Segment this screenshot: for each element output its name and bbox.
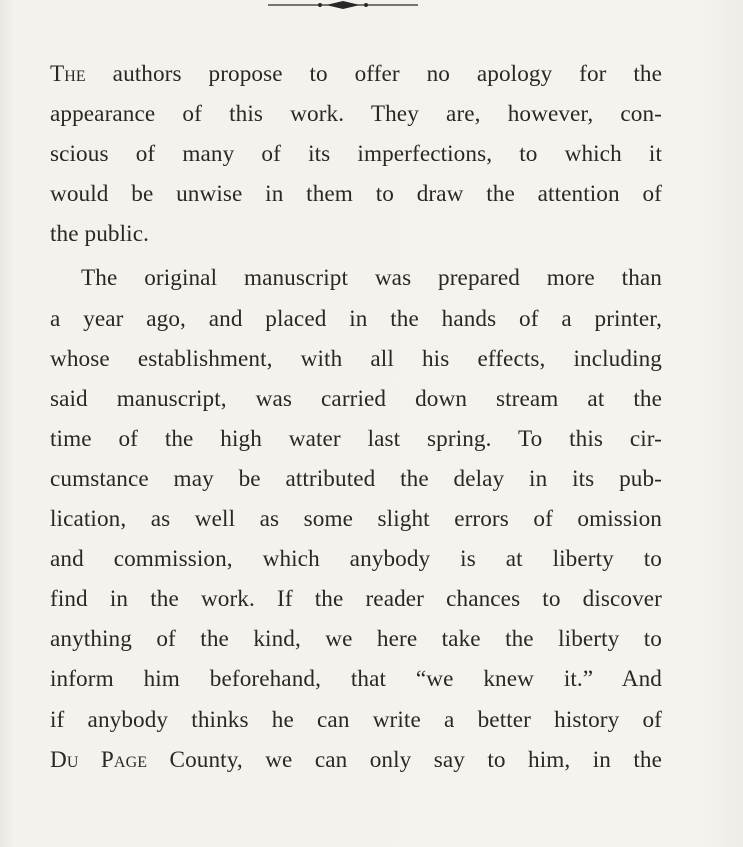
text-line: cumstance may be attributed the delay in its pub- (50, 465, 662, 492)
text-line: a year ago, and placed in the hands of a printer, (50, 305, 662, 332)
paragraph-2 (50, 258, 662, 779)
text-line: said manuscript, was carried down stream at the (50, 385, 662, 412)
ornament-divider (268, 0, 418, 14)
text-line: scious of many of its imperfections, to which it (50, 141, 662, 168)
text-line: Du Page County, we can only say to him, in the (50, 746, 662, 773)
text-line: inform him beforehand, that “we knew it.” And (50, 666, 662, 693)
paragraph-1 (50, 54, 662, 254)
text-line: would be unwise in them to draw the attention of (50, 181, 662, 208)
text-line: anything of the kind, we here take the liberty to (50, 626, 662, 653)
preface-text (50, 54, 662, 780)
text-line: lication, as well as some slight errors of omission (50, 506, 662, 533)
text-line: The original manuscript was prepared more than (81, 265, 662, 292)
small-caps-lead: The (50, 61, 86, 87)
text-line: the public. (50, 221, 149, 248)
text-line: The authors propose to offer no apology for the (50, 61, 662, 87)
text-line: time of the high water last spring. To this cir- (50, 425, 662, 452)
text-line: appearance of this work. They are, however, con- (50, 101, 662, 128)
text-line: whose establishment, with all his effects, including (50, 345, 662, 372)
text-line: find in the work. If the reader chances to discover (50, 586, 662, 613)
text-line: and commission, which anybody is at liberty to (50, 546, 662, 573)
small-caps-name: Du Page (50, 746, 148, 773)
text-line: if anybody thinks he can write a better history of (50, 706, 662, 733)
